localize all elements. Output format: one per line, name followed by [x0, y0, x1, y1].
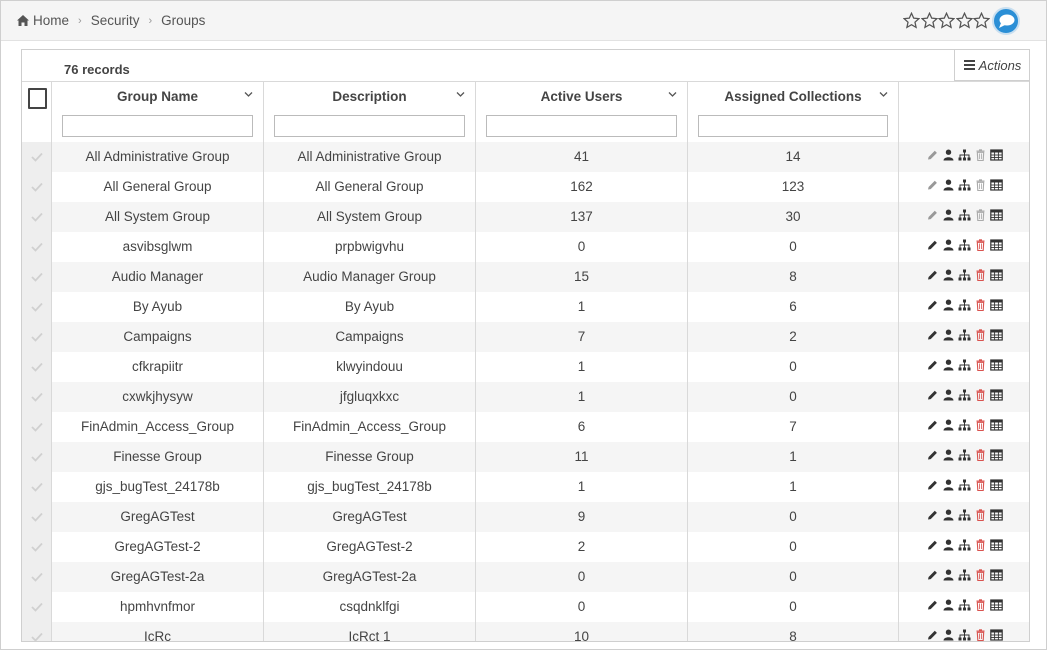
pencil-icon[interactable]: [926, 209, 939, 221]
actions-label: Actions: [978, 57, 1022, 73]
row-actions-cell: [899, 142, 1030, 172]
hierarchy-icon[interactable]: [958, 629, 971, 641]
row-select-cell[interactable]: [22, 622, 52, 642]
hierarchy-icon[interactable]: [958, 419, 971, 431]
table-row[interactable]: [22, 172, 1030, 202]
assigned-collections-cell: 0: [688, 532, 899, 562]
row-actions-cell: [899, 502, 1030, 532]
pencil-icon[interactable]: [926, 599, 939, 611]
column-title[interactable]: Group Name: [116, 89, 198, 104]
user-icon[interactable]: [942, 509, 955, 521]
active-users-cell: 1: [476, 382, 688, 412]
hierarchy-icon[interactable]: [958, 299, 971, 311]
rating-stars: [903, 12, 991, 29]
chat-button[interactable]: [992, 7, 1020, 35]
checkmark-icon[interactable]: [31, 482, 43, 492]
assigned-collections-cell: 7: [688, 412, 899, 442]
checkmark-icon[interactable]: [31, 152, 43, 162]
group-name-cell: Campaigns: [52, 322, 264, 352]
pencil-icon[interactable]: [926, 539, 939, 551]
hierarchy-icon[interactable]: [958, 179, 971, 191]
user-icon[interactable]: [942, 179, 955, 191]
group-name-cell: Finesse Group: [52, 442, 264, 472]
select-all-checkbox[interactable]: [28, 88, 47, 109]
star-icon[interactable]: [938, 12, 955, 29]
active-users-cell: 41: [476, 142, 688, 172]
user-icon[interactable]: [942, 299, 955, 311]
chevron-down-icon[interactable]: [244, 90, 253, 99]
active-users-cell: 6: [476, 412, 688, 442]
trash-icon[interactable]: [974, 299, 987, 311]
checkmark-icon[interactable]: [31, 182, 43, 192]
assigned-collections-cell: 0: [688, 592, 899, 622]
column-title[interactable]: Assigned Collections: [724, 89, 862, 104]
trash-icon[interactable]: [974, 599, 987, 611]
chevron-right-icon: ›: [148, 14, 153, 27]
row-actions-cell: [899, 622, 1030, 642]
table-row[interactable]: [22, 472, 1030, 502]
assigned-collections-cell: 8: [688, 622, 899, 642]
user-icon[interactable]: [942, 629, 955, 641]
row-actions-cell: [899, 352, 1030, 382]
description-cell: FinAdmin_Access_Group: [264, 412, 476, 442]
user-icon[interactable]: [942, 329, 955, 341]
checkmark-icon[interactable]: [31, 422, 43, 432]
description-cell: csqdnklfgi: [264, 592, 476, 622]
hierarchy-icon[interactable]: [958, 269, 971, 281]
row-select-cell[interactable]: [22, 382, 52, 412]
description-cell: All Administrative Group: [264, 142, 476, 172]
table-icon[interactable]: [990, 239, 1003, 251]
table-row[interactable]: [22, 292, 1030, 322]
active-users-cell: 1: [476, 352, 688, 382]
description-cell: Campaigns: [264, 322, 476, 352]
description-cell: By Ayub: [264, 292, 476, 322]
column-header-active-users[interactable]: [476, 82, 688, 143]
assigned-collections-cell: 0: [688, 382, 899, 412]
select-column-header: [22, 82, 52, 143]
star-icon[interactable]: [903, 12, 920, 29]
table-row[interactable]: [22, 232, 1030, 262]
row-select-cell[interactable]: [22, 562, 52, 592]
records-count: 76 records: [64, 62, 130, 77]
active-users-cell: 7: [476, 322, 688, 352]
table-row[interactable]: [22, 322, 1030, 352]
description-cell: Finesse Group: [264, 442, 476, 472]
group-name-cell: FinAdmin_Access_Group: [52, 412, 264, 442]
hierarchy-icon[interactable]: [958, 539, 971, 551]
active-users-cell: 1: [476, 292, 688, 322]
trash-icon[interactable]: [974, 359, 987, 371]
assigned-collections-cell: 123: [688, 172, 899, 202]
breadcrumb-groups: Groups: [161, 13, 206, 28]
chevron-down-icon[interactable]: [668, 90, 677, 99]
column-header-assigned-collections[interactable]: [688, 82, 899, 143]
pencil-icon[interactable]: [926, 449, 939, 461]
group-name-cell: cxwkjhysyw: [52, 382, 264, 412]
hierarchy-icon[interactable]: [958, 599, 971, 611]
table-icon[interactable]: [990, 389, 1003, 401]
filter-input-assigned-collections[interactable]: [698, 115, 888, 137]
home-icon: [17, 15, 29, 26]
chat-bubble-icon: [997, 13, 1015, 29]
description-cell: All General Group: [264, 172, 476, 202]
table-row[interactable]: [22, 532, 1030, 562]
table-icon[interactable]: [990, 629, 1003, 641]
chevron-down-icon[interactable]: [456, 90, 465, 99]
pencil-icon[interactable]: [926, 359, 939, 371]
user-icon[interactable]: [942, 359, 955, 371]
hierarchy-icon[interactable]: [958, 239, 971, 251]
description-cell: prpbwigvhu: [264, 232, 476, 262]
user-icon[interactable]: [942, 569, 955, 581]
group-name-cell: By Ayub: [52, 292, 264, 322]
row-select-cell[interactable]: [22, 472, 52, 502]
active-users-cell: 10: [476, 622, 688, 642]
row-actions-cell: [899, 592, 1030, 622]
row-select-cell[interactable]: [22, 592, 52, 622]
row-actions-cell: [899, 262, 1030, 292]
pencil-icon[interactable]: [926, 149, 939, 161]
user-icon[interactable]: [942, 209, 955, 221]
group-name-cell: All Administrative Group: [52, 142, 264, 172]
column-header-description[interactable]: [264, 82, 476, 143]
group-name-cell: All General Group: [52, 172, 264, 202]
assigned-collections-cell: 2: [688, 322, 899, 352]
description-cell: gjs_bugTest_24178b: [264, 472, 476, 502]
star-icon[interactable]: [921, 12, 938, 29]
operations-column-header: [899, 82, 1030, 143]
hierarchy-icon[interactable]: [958, 209, 971, 221]
table-icon[interactable]: [990, 569, 1003, 581]
hierarchy-icon[interactable]: [958, 569, 971, 581]
table-row[interactable]: [22, 622, 1030, 642]
row-select-cell[interactable]: [22, 532, 52, 562]
active-users-cell: 137: [476, 202, 688, 232]
column-title[interactable]: Active Users: [540, 89, 623, 104]
checkmark-icon[interactable]: [31, 602, 43, 612]
trash-icon[interactable]: [974, 149, 987, 161]
assigned-collections-cell: 0: [688, 562, 899, 592]
assigned-collections-cell: 0: [688, 232, 899, 262]
user-icon[interactable]: [942, 419, 955, 431]
user-icon[interactable]: [942, 449, 955, 461]
group-name-cell: Audio Manager: [52, 262, 264, 292]
pencil-icon[interactable]: [926, 239, 939, 251]
trash-icon[interactable]: [974, 269, 987, 281]
group-name-cell: hpmhvnfmor: [52, 592, 264, 622]
row-actions-cell: [899, 532, 1030, 562]
row-actions-cell: [899, 292, 1030, 322]
checkmark-icon[interactable]: [31, 572, 43, 582]
row-select-cell[interactable]: [22, 292, 52, 322]
trash-icon[interactable]: [974, 449, 987, 461]
checkmark-icon[interactable]: [31, 512, 43, 522]
pencil-icon[interactable]: [926, 389, 939, 401]
assigned-collections-cell: 1: [688, 442, 899, 472]
hierarchy-icon[interactable]: [958, 389, 971, 401]
assigned-collections-cell: 0: [688, 502, 899, 532]
row-select-cell[interactable]: [22, 442, 52, 472]
group-name-cell: asvibsglwm: [52, 232, 264, 262]
hierarchy-icon[interactable]: [958, 509, 971, 521]
hierarchy-icon[interactable]: [958, 149, 971, 161]
pencil-icon[interactable]: [926, 509, 939, 521]
column-title[interactable]: Description: [332, 89, 407, 104]
group-name-cell: cfkrapiitr: [52, 352, 264, 382]
pencil-icon[interactable]: [926, 329, 939, 341]
group-name-cell: GregAGTest: [52, 502, 264, 532]
row-select-cell[interactable]: [22, 262, 52, 292]
assigned-collections-cell: 6: [688, 292, 899, 322]
table-icon[interactable]: [990, 149, 1003, 161]
table-icon[interactable]: [990, 209, 1003, 221]
row-select-cell[interactable]: [22, 142, 52, 172]
filter-input-description[interactable]: [274, 115, 465, 137]
pencil-icon[interactable]: [926, 629, 939, 641]
trash-icon[interactable]: [974, 629, 987, 641]
active-users-cell: 162: [476, 172, 688, 202]
table-row[interactable]: [22, 442, 1030, 472]
row-select-cell[interactable]: [22, 322, 52, 352]
description-cell: All System Group: [264, 202, 476, 232]
hierarchy-icon[interactable]: [958, 479, 971, 491]
description-cell: GregAGTest: [264, 502, 476, 532]
table-icon[interactable]: [990, 269, 1003, 281]
checkmark-icon[interactable]: [31, 212, 43, 222]
groups-grid: [21, 49, 1030, 642]
table-icon[interactable]: [990, 359, 1003, 371]
table-icon[interactable]: [990, 599, 1003, 611]
group-name-cell: gjs_bugTest_24178b: [52, 472, 264, 502]
pencil-icon[interactable]: [926, 269, 939, 281]
table-row[interactable]: [22, 592, 1030, 622]
group-name-cell: GregAGTest-2: [52, 532, 264, 562]
table-icon[interactable]: [990, 299, 1003, 311]
trash-icon[interactable]: [974, 239, 987, 251]
actions-button[interactable]: [954, 50, 1030, 81]
trash-icon[interactable]: [974, 389, 987, 401]
table-icon[interactable]: [990, 179, 1003, 191]
row-select-cell[interactable]: [22, 202, 52, 232]
table-icon[interactable]: [990, 329, 1003, 341]
pencil-icon[interactable]: [926, 299, 939, 311]
trash-icon[interactable]: [974, 209, 987, 221]
active-users-cell: 15: [476, 262, 688, 292]
assigned-collections-cell: 14: [688, 142, 899, 172]
checkmark-icon[interactable]: [31, 272, 43, 282]
trash-icon[interactable]: [974, 569, 987, 581]
table-row[interactable]: [22, 352, 1030, 382]
user-icon[interactable]: [942, 269, 955, 281]
checkmark-icon[interactable]: [31, 362, 43, 372]
checkmark-icon[interactable]: [31, 332, 43, 342]
checkmark-icon[interactable]: [31, 632, 43, 642]
menu-icon: [964, 60, 975, 70]
row-actions-cell: [899, 412, 1030, 442]
column-header-group-name[interactable]: [52, 82, 264, 143]
trash-icon[interactable]: [974, 539, 987, 551]
table-row[interactable]: [22, 202, 1030, 232]
top-bar: [1, 1, 1046, 41]
row-actions-cell: [899, 322, 1030, 352]
description-cell: klwyindouu: [264, 352, 476, 382]
row-actions-cell: [899, 202, 1030, 232]
row-actions-cell: [899, 232, 1030, 262]
pencil-icon[interactable]: [926, 479, 939, 491]
group-name-cell: All System Group: [52, 202, 264, 232]
table-row[interactable]: [22, 262, 1030, 292]
table-icon[interactable]: [990, 539, 1003, 551]
active-users-cell: 2: [476, 532, 688, 562]
table-icon[interactable]: [990, 479, 1003, 491]
user-icon[interactable]: [942, 599, 955, 611]
description-cell: GregAGTest-2a: [264, 562, 476, 592]
description-cell: IcRct 1: [264, 622, 476, 642]
breadcrumb-home[interactable]: Home: [33, 13, 70, 28]
trash-icon[interactable]: [974, 419, 987, 431]
user-icon[interactable]: [942, 539, 955, 551]
active-users-cell: 11: [476, 442, 688, 472]
checkmark-icon[interactable]: [31, 542, 43, 552]
description-cell: jfgluqxkxc: [264, 382, 476, 412]
hierarchy-icon[interactable]: [958, 449, 971, 461]
row-actions-cell: [899, 442, 1030, 472]
trash-icon[interactable]: [974, 479, 987, 491]
breadcrumb: [17, 13, 205, 28]
active-users-cell: 9: [476, 502, 688, 532]
row-select-cell[interactable]: [22, 502, 52, 532]
checkmark-icon[interactable]: [31, 302, 43, 312]
row-actions-cell: [899, 562, 1030, 592]
active-users-cell: 1: [476, 472, 688, 502]
row-select-cell[interactable]: [22, 232, 52, 262]
chevron-right-icon: ›: [78, 14, 82, 27]
active-users-cell: 0: [476, 232, 688, 262]
trash-icon[interactable]: [974, 179, 987, 191]
assigned-collections-cell: 8: [688, 262, 899, 292]
checkmark-icon[interactable]: [31, 452, 43, 462]
user-icon[interactable]: [942, 239, 955, 251]
checkmark-icon[interactable]: [31, 242, 43, 252]
grid-header: [22, 81, 1030, 142]
table-row[interactable]: [22, 562, 1030, 592]
row-select-cell[interactable]: [22, 412, 52, 442]
star-icon[interactable]: [973, 12, 990, 29]
active-users-cell: 0: [476, 562, 688, 592]
row-actions-cell: [899, 472, 1030, 502]
group-name-cell: IcRc: [52, 622, 264, 642]
table-icon[interactable]: [990, 419, 1003, 431]
group-name-cell: GregAGTest-2a: [52, 562, 264, 592]
filter-input-group-name[interactable]: [62, 115, 253, 137]
assigned-collections-cell: 30: [688, 202, 899, 232]
row-actions-cell: [899, 172, 1030, 202]
user-icon[interactable]: [942, 479, 955, 491]
trash-icon[interactable]: [974, 509, 987, 521]
user-icon[interactable]: [942, 149, 955, 161]
hierarchy-icon[interactable]: [958, 359, 971, 371]
star-icon[interactable]: [956, 12, 973, 29]
checkmark-icon[interactable]: [31, 392, 43, 402]
table-icon[interactable]: [990, 509, 1003, 521]
table-row[interactable]: [22, 382, 1030, 412]
pencil-icon[interactable]: [926, 569, 939, 581]
chevron-down-icon[interactable]: [879, 90, 888, 99]
row-select-cell[interactable]: [22, 352, 52, 382]
trash-icon[interactable]: [974, 329, 987, 341]
active-users-cell: 0: [476, 592, 688, 622]
pencil-icon[interactable]: [926, 419, 939, 431]
table-row[interactable]: [22, 412, 1030, 442]
table-icon[interactable]: [990, 449, 1003, 461]
row-actions-cell: [899, 382, 1030, 412]
description-cell: Audio Manager Group: [264, 262, 476, 292]
filter-input-active-users[interactable]: [486, 115, 677, 137]
table-row[interactable]: [22, 502, 1030, 532]
table-row[interactable]: [22, 142, 1030, 172]
breadcrumb-security[interactable]: Security: [90, 13, 140, 28]
row-select-cell[interactable]: [22, 172, 52, 202]
hierarchy-icon[interactable]: [958, 329, 971, 341]
assigned-collections-cell: 1: [688, 472, 899, 502]
description-cell: GregAGTest-2: [264, 532, 476, 562]
pencil-icon[interactable]: [926, 179, 939, 191]
assigned-collections-cell: 0: [688, 352, 899, 382]
user-icon[interactable]: [942, 389, 955, 401]
